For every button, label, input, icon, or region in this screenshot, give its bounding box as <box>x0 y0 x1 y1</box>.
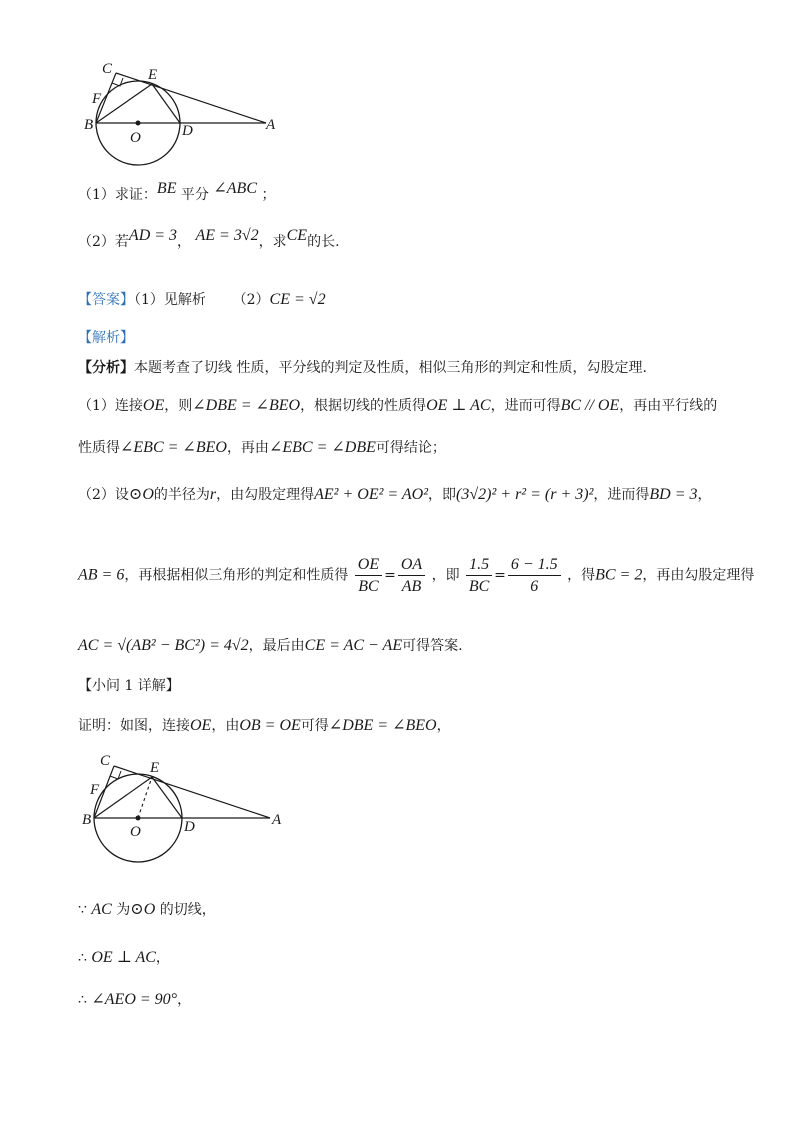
label-A: A <box>266 117 276 133</box>
geometry-figure-2 <box>80 748 300 868</box>
fraction-4.5-6: $\frac{6 - 1.5}{6}$ <box>508 555 561 596</box>
label-A: A <box>272 812 282 828</box>
analysis-tag: 【解析】 <box>78 330 134 346</box>
therefore-line-1: ∴ OE ⊥ AC， <box>78 949 170 966</box>
answer-tag: 【答案】 <box>78 292 134 308</box>
label-O: O <box>130 130 141 146</box>
geometry-figure-1 <box>80 55 290 175</box>
label-C: C <box>100 753 111 769</box>
label-C: C <box>102 61 113 77</box>
fraction-1.5-bc: $\frac{1.5}{BC}$ <box>466 555 492 596</box>
line-CA <box>114 766 270 818</box>
proof-line: 证明：如图，连接OE，由OB = OE可得∠DBE = ∠BEO， <box>78 717 451 734</box>
label-E: E <box>148 67 158 83</box>
fenxi-line: 【分析】本题考查了切线 性质，平分线的判定及性质，相似三角形的判定和性质，勾股定理. <box>78 360 647 376</box>
step1-line1: （1）连接OE，则∠DBE = ∠BEO，根据切线的性质得OE ⊥ AC，进而可得BC // OE，再由平行线的 <box>78 397 718 414</box>
step1-line2: 性质得∠EBC = ∠BEO，再由∠EBC = ∠DBE可得结论； <box>78 439 446 456</box>
fraction-oe-bc: $\frac{OE}{BC}$ <box>355 555 382 596</box>
line-CA <box>116 73 266 123</box>
because-line: ∵ AC 为⊙O 的切线， <box>78 901 216 918</box>
center-dot <box>136 121 141 126</box>
therefore-line-2: ∴ ∠AEO = 90°， <box>78 991 192 1008</box>
step2-line3: AC = √(AB² − BC²) = 4√2，最后由CE = AC − AE可得答案. <box>78 637 463 654</box>
label-B: B <box>82 812 92 828</box>
step2-line2: AB = 6，再根据相似三角形的判定和性质得 $\frac{OE}{BC}$ = $\frac{OA}{AB}$ ，即 $\frac{1.5}{BC}$ = $\frac{6 - 1.5}{6}$ ，得BC = 2，再由勾股定理得 <box>78 556 755 596</box>
line-BE <box>94 777 152 818</box>
step2-line1: （2）设⊙O的半径为r，由勾股定理得AE² + OE² = AO²，即(3√2)² + r² = (r + 3)²，进而得BD = 3， <box>78 486 712 503</box>
question-2: （2）若AD = 3， AE = 3√2，求CE的长. <box>78 227 340 250</box>
fraction-oa-ab: $\frac{OA}{AB}$ <box>398 555 425 596</box>
center-dot <box>136 816 141 821</box>
xiaowen-heading: 【小问 1 详解】 <box>78 678 180 694</box>
label-E: E <box>150 760 160 776</box>
label-F: F <box>92 91 102 107</box>
label-F: F <box>90 782 100 798</box>
dashed-line-OE <box>138 777 152 818</box>
label-B: B <box>84 117 94 133</box>
label-D: D <box>182 123 193 139</box>
answer-line: 【答案】（1）见解析 （2）CE = √2 <box>78 291 326 308</box>
question-1: （1）求证：BE 平分 ∠ABC ； <box>78 180 276 203</box>
label-D: D <box>184 819 195 835</box>
label-O: O <box>130 824 141 840</box>
